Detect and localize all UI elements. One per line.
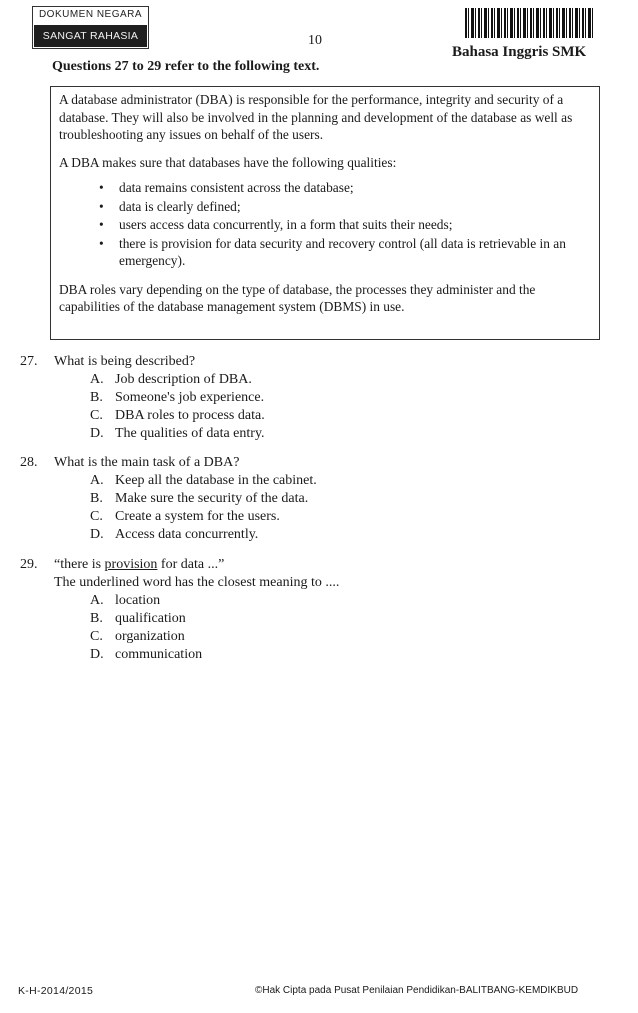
list-item: • users access data concurrently, in a form that suits their needs;	[99, 217, 453, 232]
barcode-icon	[465, 8, 595, 38]
page-number: 10	[308, 33, 322, 48]
list-item: • data is clearly defined;	[99, 198, 241, 214]
copyright-notice: ©Hak Cipta pada Pusat Penilaian Pendidikan-BALITBANG-KEMDIKBUD	[255, 985, 579, 996]
passage-paragraph-2: A DBA makes sure that databases have the following qualities:	[59, 154, 397, 170]
qualities-list	[59, 179, 591, 270]
bullet-icon: •	[99, 198, 104, 214]
option-a[interactable]: A. Job description of DBA.	[90, 372, 252, 387]
stamp-secret-label: SANGAT RAHASIA	[34, 25, 147, 47]
option-d[interactable]: D. Access data concurrently.	[90, 527, 259, 542]
passage-paragraph-3: DBA roles vary depending on the type of database, the processes they administer and the capabilities of the database management system (DBMS) in use.	[59, 281, 536, 314]
option-b[interactable]: B. qualification	[90, 611, 186, 626]
option-b[interactable]: B. Someone's job experience.	[90, 390, 265, 405]
list-item: • there is provision for data security and recovery control (all data is retrievable in an emergency).	[99, 235, 566, 268]
question-instruction: Questions 27 to 29 refer to the following text.	[52, 59, 320, 74]
question-text: What is the main task of a DBA?	[54, 455, 240, 470]
option-d[interactable]: D. communication	[90, 647, 203, 662]
option-d[interactable]: D. The qualities of data entry.	[90, 426, 265, 441]
classification-stamp	[32, 6, 149, 49]
stamp-document-label: DOKUMEN NEGARA	[38, 9, 143, 20]
option-c[interactable]: C. DBA roles to process data.	[90, 408, 265, 423]
bullet-icon: •	[99, 217, 104, 232]
option-a[interactable]: A. location	[90, 593, 161, 608]
option-c[interactable]: C. Create a system for the users.	[90, 509, 280, 524]
subject-title: Bahasa Inggris SMK	[452, 44, 587, 60]
option-c[interactable]: C. organization	[90, 629, 185, 644]
document-code: K-H-2014/2015	[18, 985, 94, 997]
question-number: 27.	[20, 354, 38, 369]
question-number: 28.	[20, 455, 38, 470]
option-b[interactable]: B. Make sure the security of the data.	[90, 491, 309, 506]
list-item: • data remains consistent across the database;	[99, 180, 354, 195]
passage-paragraph-1: A database administrator (DBA) is responsible for the performance, integrity and security of a database. They will also be involved in the planning and development of the database as well as troubleshooting any issues on behalf of the users.	[59, 92, 573, 142]
bullet-icon: •	[99, 180, 104, 195]
question-number: 29.	[20, 557, 38, 572]
option-a[interactable]: A. Keep all the database in the cabinet.	[90, 473, 317, 488]
question-subtext: The underlined word has the closest meaning to ....	[54, 575, 340, 590]
underlined-word: provision	[104, 557, 158, 572]
reading-passage	[50, 86, 600, 340]
question-text: “there is provision for data ...”	[54, 557, 225, 572]
question-text: What is being described?	[54, 354, 196, 369]
bullet-icon: •	[99, 235, 104, 251]
